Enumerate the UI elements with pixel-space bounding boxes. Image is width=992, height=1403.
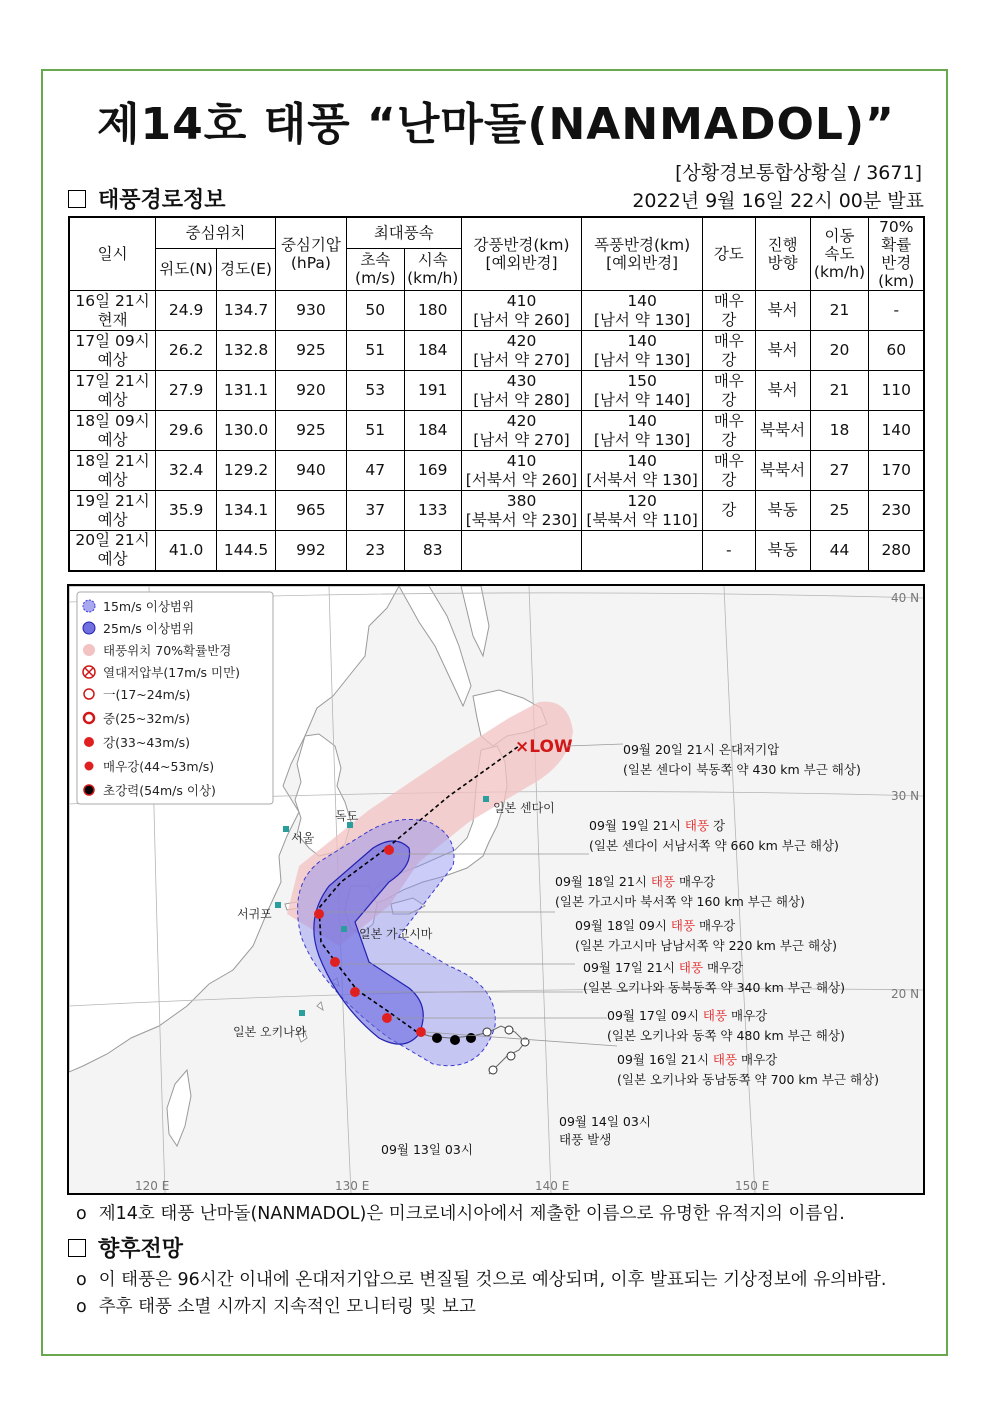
legend-label: 15m/s 이상범위 [103,599,195,614]
cell-storm-radius [582,531,703,571]
cell-prob: - [869,291,924,331]
cell-speed: 27 [810,451,869,491]
cell-ms: 37 [346,491,404,531]
cell-lon: 132.8 [217,331,276,371]
section-title: 태풍경로정보 [98,188,226,213]
annotation-title: 09월 18일 21시 태풍 매우강 [555,874,716,889]
cell-kmh: 83 [404,531,461,571]
cell-intensity: - [702,531,755,571]
cell-pressure: 930 [275,291,346,331]
annotation-detail: (일본 오키나와 동남동쪽 약 700 km 부근 해상) [617,1072,879,1087]
annotation-detail: (일본 센다이 북동쪽 약 430 km 부근 해상) [623,762,861,777]
header-maxwind: 최대풍속 [346,217,461,248]
table-row [69,531,924,571]
note-text: 제14호 태풍 난마돌(NANMADOL)은 미크로네시아에서 제출한 이름으로 유명한 유적지의 이름임. [98,1204,845,1224]
cell-kmh: 184 [404,331,461,371]
table-row [69,451,924,491]
cell-intensity: 매우 강 [702,291,755,331]
cell-kmh: 133 [404,491,461,531]
cell-strong-radius: 410 [서북서 약 260] [461,451,582,491]
cell-strong-radius: 430 [남서 약 280] [461,371,582,411]
dotted-circle-icon [83,600,95,612]
cell-storm-radius: 140 [서북서 약 130] [582,451,703,491]
header-intensity: 강도 [702,217,755,291]
header-strong-radius: 강풍반경(km) [예외반경] [461,217,582,291]
annotation-title: 09월 17일 21시 태풍 매우강 [583,960,744,975]
annotation-title: 09월 20일 21시 온대저기압 [623,742,780,757]
cell-speed: 44 [810,531,869,571]
cell-lon: 131.1 [217,371,276,411]
cell-strong-radius: 380 [북북서 약 230] [461,491,582,531]
typhoon-past-icon [507,1052,515,1060]
lon-label: 120 E [135,1179,170,1193]
note-name-origin: o 제14호 태풍 난마돌(NANMADOL)은 미크로네시아에서 제출한 이름으로 유명한 유적지의 이름임. [76,1204,845,1224]
cell-lon: 129.2 [217,451,276,491]
cell-prob: 280 [869,531,924,571]
typhoon-strong-icon [84,737,94,747]
annotation-detail: (일본 오키나와 동북동쪽 약 340 km 부근 해상) [583,980,845,995]
cell-direction: 북동 [755,491,810,531]
cell-kmh: 180 [404,291,461,331]
cell-pressure: 920 [275,371,346,411]
lat-label: 20 N [891,987,920,1001]
cell-strong-radius: 420 [남서 약 270] [461,411,582,451]
table-row [69,331,924,371]
cell-strong-radius [461,531,582,571]
cell-prob: 60 [869,331,924,371]
cell-pressure: 940 [275,451,346,491]
typhoon-super-icon [84,785,94,795]
checkbox-icon [68,1239,86,1257]
typhoon-super-icon [450,1035,460,1045]
cell-direction: 북서 [755,331,810,371]
place-kagoshima: 일본 가고시마 [359,927,433,941]
cell-speed: 21 [810,291,869,331]
cell-time: 19일 21시 예상 [69,491,156,531]
cell-kmh: 191 [404,371,461,411]
place-sendai: 일본 센다이 [493,801,555,815]
note-text: 추후 태풍 소멸 시까지 지속적인 모니터링 및 보고 [98,1297,476,1317]
cell-lat: 35.9 [156,491,217,531]
typhoon-verystrong-icon [330,957,340,967]
place-okinawa: 일본 오키나와 [233,1025,307,1039]
cell-ms: 53 [346,371,404,411]
typhoon-verystrong-icon [314,909,324,919]
cell-speed: 21 [810,371,869,411]
place-dokdo: 독도 [335,809,359,823]
header-lat: 위도(N) [156,248,217,290]
lat-label: 40 N [891,591,920,605]
annotation-title: 09월 17일 09시 태풍 매우강 [607,1008,768,1023]
annotation-title: 09월 19일 21시 태풍 강 [589,818,726,833]
header-speed: 이동 속도 (km/h) [810,217,869,291]
cell-strong-radius: 410 [남서 약 260] [461,291,582,331]
cell-intensity: 매우 강 [702,451,755,491]
cell-storm-radius: 150 [남서 약 140] [582,371,703,411]
cell-time: 17일 21시 예상 [69,371,156,411]
typhoon-medium-icon [84,713,94,723]
note-outlook-1: o 이 태풍은 96시간 이내에 온대저기압으로 변질될 것으로 예상되며, 이후 발표되는 기상정보에 유의바람. [76,1270,887,1290]
legend-label: 태풍위치 70%확률반경 [103,643,232,658]
annotation-title: 09월 16일 21시 태풍 매우강 [617,1052,778,1067]
cell-time: 18일 21시 예상 [69,451,156,491]
cell-pressure: 965 [275,491,346,531]
cell-intensity: 매우 강 [702,411,755,451]
cell-time: 17일 09시 예상 [69,331,156,371]
legend-label: 초강력(54m/s 이상) [103,783,216,798]
header-ms: 초속 (m/s) [346,248,404,290]
cell-ms: 51 [346,331,404,371]
legend-label: 중(25~32m/s) [103,711,191,726]
cell-pressure: 925 [275,331,346,371]
checkbox-icon [68,190,86,208]
low-label: ×LOW [515,737,573,757]
legend-label: 25m/s 이상범위 [103,621,195,636]
cell-storm-radius: 140 [남서 약 130] [582,331,703,371]
legend-label: 매우강(44~53m/s) [103,759,215,774]
cell-prob: 110 [869,371,924,411]
cell-storm-radius: 140 [남서 약 130] [582,411,703,451]
office-label: [상황경보통합상황실 / 3671] [675,162,922,184]
typhoon-verystrong-icon [382,1013,392,1023]
place-seoul: 서울 [291,831,315,845]
cell-ms: 50 [346,291,404,331]
legend-label: 一(17~24m/s) [103,687,191,702]
cell-direction: 북서 [755,371,810,411]
typhoon-verystrong-icon [350,987,360,997]
cell-lat: 29.6 [156,411,217,451]
lon-label: 150 E [735,1179,770,1193]
cell-lon: 130.0 [217,411,276,451]
cell-prob: 140 [869,411,924,451]
cell-prob: 230 [869,491,924,531]
header-pressure: 중심기압 (hPa) [275,217,346,291]
cell-pressure: 992 [275,531,346,571]
pink-circle-icon [83,644,95,656]
header-kmh: 시속 (km/h) [404,248,461,290]
genesis-label: 태풍 발생 [559,1132,612,1147]
start-time: 09월 13일 03시 [381,1142,473,1157]
section-title: 향후전망 [98,1237,184,1262]
cell-intensity: 강 [702,491,755,531]
annotation-detail: (일본 가고시마 남남서쪽 약 220 km 부근 해상) [575,938,837,953]
cell-direction: 북북서 [755,451,810,491]
cell-speed: 25 [810,491,869,531]
cell-time: 16일 21시 현재 [69,291,156,331]
cell-ms: 47 [346,451,404,491]
cell-ms: 23 [346,531,404,571]
header-direction: 진행 방향 [755,217,810,291]
cell-strong-radius: 420 [남서 약 270] [461,331,582,371]
cell-kmh: 169 [404,451,461,491]
lon-label: 130 E [335,1179,370,1193]
typhoon-past-icon [505,1026,513,1034]
section-track-info [68,183,226,214]
table-row [69,371,924,411]
cell-storm-radius: 120 [북북서 약 110] [582,491,703,531]
typhoon-strong-icon [384,845,394,855]
cell-ms: 51 [346,411,404,451]
map-legend [77,592,273,804]
typhoon-past-icon [489,1066,497,1074]
header-storm-radius: 폭풍반경(km) [예외반경] [582,217,703,291]
cell-time: 20일 21시 예상 [69,531,156,571]
typhoon-track-map [67,584,925,1195]
lat-label: 30 N [891,789,920,803]
place-seogwipo: 서귀포 [237,907,272,921]
note-outlook-2: o 추후 태풍 소멸 시까지 지속적인 모니터링 및 보고 [76,1297,476,1317]
annotation-detail: (일본 오키나와 동쪽 약 480 km 부근 해상) [607,1028,845,1043]
table-row [69,291,924,331]
typhoon-super-icon [466,1033,476,1043]
section-outlook [68,1232,183,1263]
cell-lat: 24.9 [156,291,217,331]
header-time: 일시 [69,217,156,291]
header-prob: 70% 확률 반경 (km) [869,217,924,291]
track-table [68,216,925,572]
cell-lon: 144.5 [217,531,276,571]
cell-intensity: 매우 강 [702,331,755,371]
cell-prob: 170 [869,451,924,491]
page-title: 제14호 태풍 “난마돌(NANMADOL)” [97,99,895,150]
typhoon-verystrong-icon [416,1027,426,1037]
annotation-title: 09월 18일 09시 태풍 매우강 [575,918,736,933]
cell-lon: 134.7 [217,291,276,331]
map-svg [69,586,923,1193]
typhoon-verystrong-icon [84,761,94,771]
cell-storm-radius: 140 [남서 약 130] [582,291,703,331]
typhoon-super-icon [432,1033,442,1043]
cell-speed: 18 [810,411,869,451]
cell-lat: 27.9 [156,371,217,411]
cell-lat: 41.0 [156,531,217,571]
cell-direction: 북동 [755,531,810,571]
cell-lat: 26.2 [156,331,217,371]
table-row [69,491,924,531]
cell-direction: 북서 [755,291,810,331]
legend-label: 강(33~43m/s) [103,735,191,750]
issued-date: 2022년 9월 16일 22시 00분 발표 [632,190,924,212]
cell-time: 18일 09시 예상 [69,411,156,451]
cell-intensity: 매우 강 [702,371,755,411]
cell-lon: 134.1 [217,491,276,531]
typhoon-past-icon [483,1028,491,1036]
lon-label: 140 E [535,1179,570,1193]
cell-lat: 32.4 [156,451,217,491]
genesis-time: 09월 14일 03시 [559,1114,651,1129]
header-lon: 경도(E) [217,248,276,290]
cell-direction: 북북서 [755,411,810,451]
cell-speed: 20 [810,331,869,371]
header-center: 중심위치 [156,217,276,248]
cell-kmh: 184 [404,411,461,451]
annotation-detail: (일본 가고시마 북서쪽 약 160 km 부근 해상) [555,894,805,909]
cell-pressure: 925 [275,411,346,451]
blue-circle-icon [83,622,95,634]
note-text: 이 태풍은 96시간 이내에 온대저기압으로 변질될 것으로 예상되며, 이후 발표되는 기상정보에 유의바람. [98,1270,887,1290]
legend-label: 열대저압부(17m/s 미만) [103,665,241,680]
annotation-detail: (일본 센다이 서남서쪽 약 660 km 부근 해상) [589,838,839,853]
table-row [69,411,924,451]
